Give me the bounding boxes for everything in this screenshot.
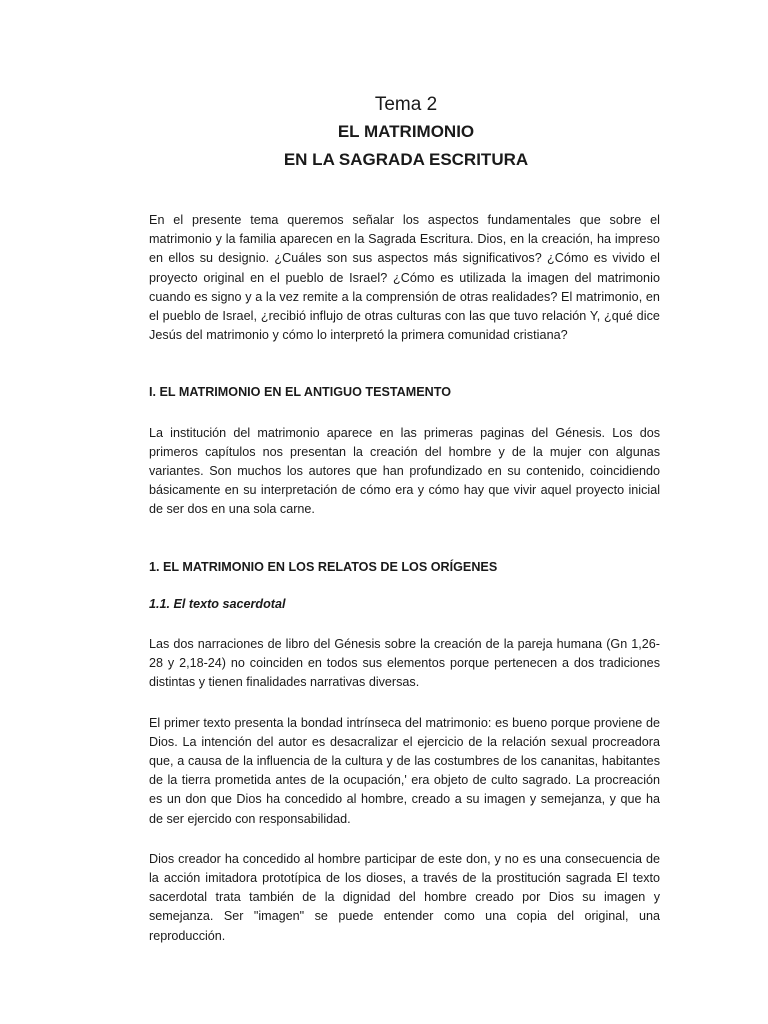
section-heading-origins: 1. EL MATRIMONIO EN LOS RELATOS DE LOS ORÍGENES (149, 559, 498, 574)
title-block (0, 92, 768, 174)
topic-number: Tema 2 (374, 94, 438, 115)
document-subtitle: EN LA SAGRADA ESCRITURA (283, 150, 529, 169)
spacer (149, 520, 660, 558)
body-paragraph: El primer texto presenta la bondad intrínseca del matrimonio: es bueno porque proviene de Dios. La intención del autor es desacralizar el ejercicio de la relación sexual procreadora que, a causa de la influencia de la cultura y de las costumbres de los cananitas, habitantes de la tierra prometida antes de la ocupación,' era objeto de culto sagrado. La procreación es un don que Dios ha concedido al hombre, creado a su imagen y semejanza, y que ha de ser ejercido con responsabilidad. (149, 715, 660, 826)
subsection-heading: 1.1. El texto sacerdotal (149, 596, 286, 611)
spacer (149, 614, 660, 635)
section-paragraph: La institución del matrimonio aparece en las primeras paginas del Génesis. Los dos primeros capítulos nos presentan la creación del hombre y de la mujer con algunas variantes. Son muchos los autores que han profundizado en su contenido, coincidiendo básicamente en su interpretación de cómo era y cómo hay que vivir aquel proyecto inicial de ser dos en una sola carne. (149, 425, 660, 517)
section-heading-old-testament: I. EL MATRIMONIO EN EL ANTIGUO TESTAMENTO (149, 385, 452, 400)
spacer (149, 403, 660, 424)
body-paragraph: Las dos narraciones de libro del Génesis sobre la creación de la pareja humana (Gn 1,26-28 y 2,18-24) no coinciden en todos sus elementos porque pertenecen a dos tradiciones distintas y tienen finalidades narrativas diversas. (149, 637, 660, 690)
document-body (149, 211, 660, 946)
spacer (149, 577, 660, 595)
document-title: EL MATRIMONIO (337, 122, 475, 141)
body-paragraph: Dios creador ha concedido al hombre participar de este don, y no es una consecuencia de la acción imitadora prototípica de los dioses, a través de la prostitución sagrada El texto sacerdotal trata también de la dignidad del hombre creado por Dios su imagen y semejanza. Ser "imagen" se puede entender como una copia del original, una reproducción. (149, 851, 660, 943)
spacer (149, 693, 660, 714)
spacer (149, 345, 660, 383)
intro-paragraph: En el presente tema queremos señalar los aspectos fundamentales que sobre el matrimonio y la familia aparecen en la Sagrada Escritura. Dios, en la creación, ha impreso en ellos su designio. ¿Cuáles son sus aspectos más significativos? ¿Cómo es vivido el proyecto original en el pueblo de Israel? ¿Cómo es utilizada la imagen del matrimonio cuando es signo y a la vez remite a la comprensión de otras realidades? El matrimonio, en el pueblo de Israel, ¿recibió influjo de otras culturas con las que tuvo relación Y, ¿qué dice Jesús del matrimonio y cómo lo interpretó la primera comunidad cristiana? (149, 213, 660, 343)
spacer (149, 829, 660, 850)
